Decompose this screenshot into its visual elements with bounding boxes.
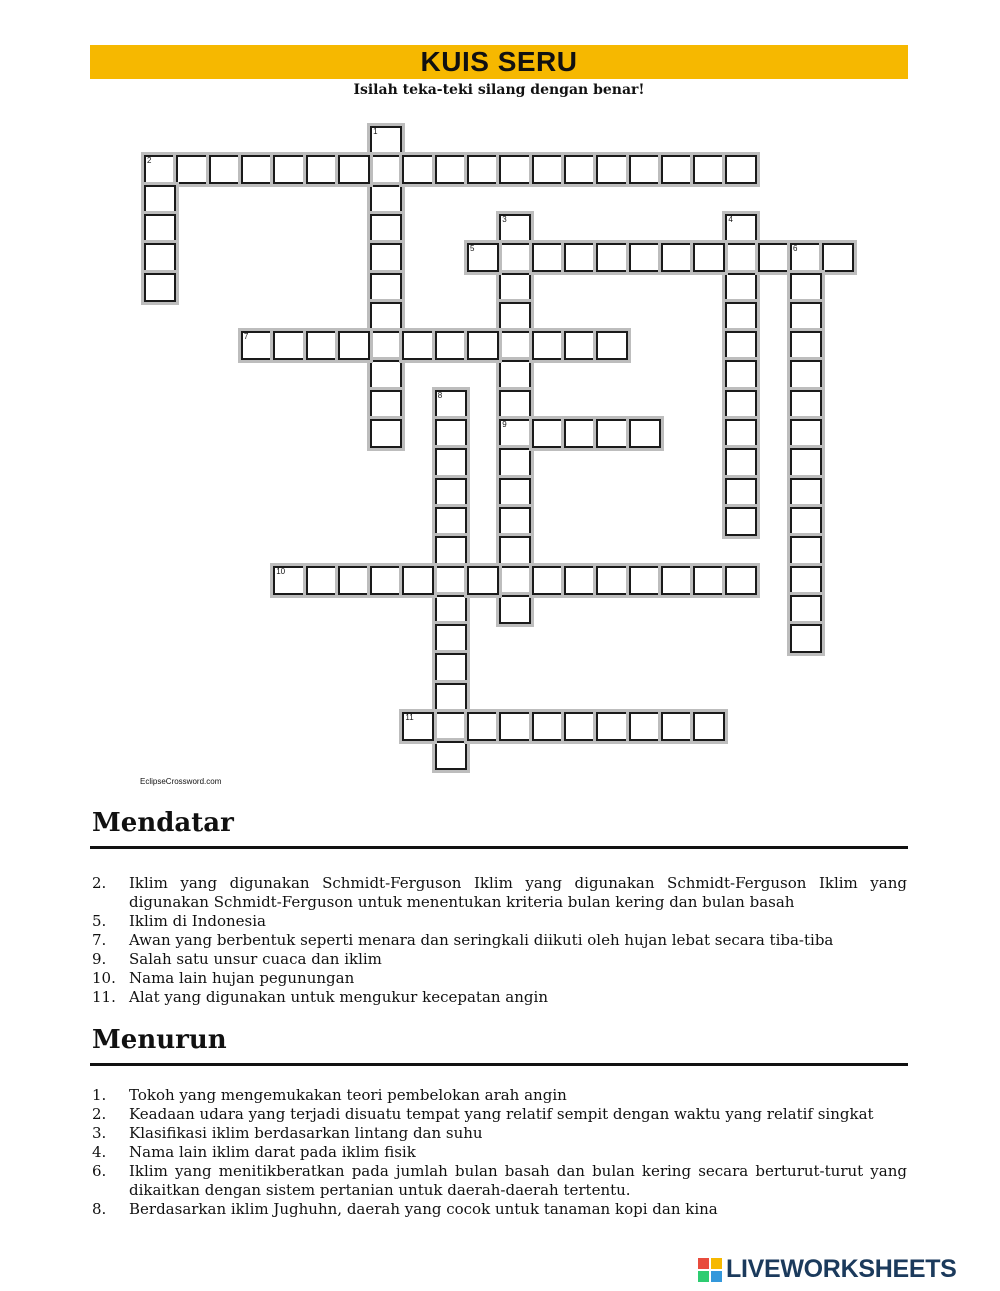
crossword-cell[interactable] <box>338 331 370 360</box>
crossword-cell[interactable] <box>758 243 790 272</box>
crossword-cell[interactable] <box>435 566 467 595</box>
clue-number: 3. <box>92 1124 107 1142</box>
crossword-cell[interactable] <box>532 331 564 360</box>
crossword-cell[interactable] <box>176 155 208 184</box>
crossword-cell[interactable] <box>435 595 467 624</box>
crossword-cell[interactable] <box>370 419 402 448</box>
logo-square-3 <box>698 1271 709 1282</box>
crossword-cell[interactable] <box>435 155 467 184</box>
crossword-cell[interactable] <box>564 243 596 272</box>
crossword-cell[interactable] <box>822 243 854 272</box>
crossword-cell[interactable] <box>499 419 531 448</box>
crossword-cell[interactable] <box>435 448 467 477</box>
clue-item <box>92 1124 907 1143</box>
crossword-cell[interactable] <box>596 331 628 360</box>
crossword-cell[interactable] <box>499 712 531 741</box>
crossword-cell[interactable] <box>435 331 467 360</box>
crossword-cell[interactable] <box>499 390 531 419</box>
clue-text: Klasifikasi iklim berdasarkan lintang dan suhu <box>129 1124 483 1142</box>
menurun-clue-list <box>92 1086 907 1219</box>
crossword-cell[interactable] <box>144 185 176 214</box>
crossword-cell[interactable] <box>435 536 467 565</box>
crossword-cell[interactable] <box>790 624 822 653</box>
crossword-cell[interactable] <box>370 390 402 419</box>
crossword-cell[interactable] <box>790 419 822 448</box>
crossword-cell[interactable] <box>532 155 564 184</box>
crossword-cell[interactable] <box>596 712 628 741</box>
crossword-cell[interactable] <box>338 155 370 184</box>
crossword-cell[interactable] <box>273 331 305 360</box>
crossword-cell[interactable] <box>499 595 531 624</box>
crossword-cell[interactable] <box>435 683 467 712</box>
crossword-cell[interactable] <box>564 566 596 595</box>
crossword-cell[interactable] <box>790 390 822 419</box>
crossword-cell[interactable] <box>790 507 822 536</box>
logo-square-1 <box>698 1258 709 1269</box>
crossword-cell[interactable] <box>435 741 467 770</box>
crossword-cell[interactable] <box>144 155 176 184</box>
crossword-cell[interactable] <box>499 566 531 595</box>
crossword-cell[interactable] <box>499 214 531 243</box>
crossword-cell[interactable] <box>467 566 499 595</box>
clue-text: Nama lain hujan pegunungan <box>129 969 355 987</box>
clue-number-label: 8 <box>437 390 443 400</box>
clue-text: Awan yang berbentuk seperti menara dan seringkali diikuti oleh hujan lebat secara tiba-tiba <box>129 931 834 949</box>
crossword-cell[interactable] <box>370 155 402 184</box>
crossword-cell[interactable] <box>144 273 176 302</box>
mendatar-clue-list <box>92 874 907 1007</box>
crossword-cell[interactable] <box>790 448 822 477</box>
crossword-cell[interactable] <box>499 273 531 302</box>
crossword-cell[interactable] <box>499 331 531 360</box>
clue-text: Iklim yang digunakan Schmidt-Ferguson Iklim yang digunakan Schmidt-Ferguson Iklim yang digunakan Schmidt-Ferguson untuk menentukan kriteria bulan kering dan bulan basah <box>129 874 907 911</box>
clue-number-label: 4 <box>728 214 733 224</box>
crossword-cell[interactable] <box>435 478 467 507</box>
crossword-cell[interactable] <box>532 243 564 272</box>
crossword-cell[interactable] <box>306 155 338 184</box>
liveworksheets-logo-text: LIVEWORKSHEETS <box>726 1255 957 1283</box>
mendatar-divider <box>90 846 908 849</box>
crossword-cell[interactable] <box>693 155 725 184</box>
clue-number: 6. <box>92 1162 107 1180</box>
clue-item <box>92 950 907 969</box>
crossword-cell[interactable] <box>144 214 176 243</box>
crossword-cell[interactable] <box>499 478 531 507</box>
crossword-cell[interactable] <box>725 273 757 302</box>
clue-item <box>92 1162 907 1200</box>
clue-text: Keadaan udara yang terjadi disuatu tempat yang relatif sempit dengan waktu yang relatif singkat <box>129 1105 874 1123</box>
crossword-cell[interactable] <box>370 302 402 331</box>
crossword-cell[interactable] <box>273 155 305 184</box>
crossword-cell[interactable] <box>629 566 661 595</box>
crossword-cell[interactable] <box>402 331 434 360</box>
clue-item <box>92 912 907 931</box>
crossword-cell[interactable] <box>790 536 822 565</box>
crossword-cell[interactable] <box>564 331 596 360</box>
clue-number-label: 5 <box>470 244 475 254</box>
crossword-cell[interactable] <box>402 566 434 595</box>
clue-number: 2. <box>92 1105 107 1123</box>
clue-number: 2. <box>92 874 107 892</box>
crossword-cell[interactable] <box>209 155 241 184</box>
clue-item <box>92 1200 907 1219</box>
clue-text: Nama lain iklim darat pada iklim fisik <box>129 1143 416 1161</box>
crossword-cell[interactable] <box>499 448 531 477</box>
crossword-cell[interactable] <box>499 536 531 565</box>
crossword-cell[interactable] <box>725 243 757 272</box>
crossword-cell[interactable] <box>725 566 757 595</box>
clue-number: 10. <box>92 969 116 987</box>
crossword-cell[interactable] <box>725 302 757 331</box>
crossword-cell[interactable] <box>435 624 467 653</box>
page-subtitle: Isilah teka-teki silang dengan benar! <box>353 82 645 98</box>
clue-text: Salah satu unsur cuaca dan iklim <box>129 950 382 968</box>
liveworksheets-logo <box>698 1255 957 1284</box>
crossword-cell[interactable] <box>499 360 531 389</box>
crossword-cell[interactable] <box>693 566 725 595</box>
crossword-cell[interactable] <box>564 155 596 184</box>
crossword-cell[interactable] <box>338 566 370 595</box>
crossword-cell[interactable] <box>370 360 402 389</box>
crossword-cell[interactable] <box>499 302 531 331</box>
clue-item <box>92 931 907 950</box>
crossword-cell[interactable] <box>370 214 402 243</box>
mendatar-heading: Mendatar <box>92 808 234 838</box>
crossword-cell[interactable] <box>790 566 822 595</box>
logo-square-4 <box>711 1271 722 1282</box>
crossword-cell[interactable] <box>790 360 822 389</box>
clue-number: 9. <box>92 950 107 968</box>
crossword-cell[interactable] <box>725 507 757 536</box>
crossword-cell[interactable] <box>467 331 499 360</box>
liveworksheets-icon <box>698 1258 722 1282</box>
clue-item <box>92 874 907 912</box>
crossword-cell[interactable] <box>725 448 757 477</box>
crossword-cell[interactable] <box>467 155 499 184</box>
crossword-cell[interactable] <box>435 653 467 682</box>
clue-item <box>92 1143 907 1162</box>
crossword-cell[interactable] <box>306 566 338 595</box>
crossword-cell[interactable] <box>435 419 467 448</box>
crossword-cell[interactable] <box>273 566 305 595</box>
clue-number: 4. <box>92 1143 107 1161</box>
clue-item <box>92 1086 907 1105</box>
crossword-cell[interactable] <box>596 566 628 595</box>
clue-number-label: 9 <box>502 420 507 429</box>
crossword-cell[interactable] <box>596 243 628 272</box>
crossword-cell[interactable] <box>499 507 531 536</box>
clue-text: Iklim yang menitikberatkan pada jumlah bulan basah dan bulan kering secara berturut-turut yang dikaitkan dengan sistem pertanian untuk daerah-daerah tertentu. <box>129 1162 907 1199</box>
clue-number-label: 7 <box>243 332 249 342</box>
crossword-cell[interactable] <box>725 360 757 389</box>
clue-item <box>92 988 907 1007</box>
crossword-credit: EclipseCrossword.com <box>140 777 222 786</box>
clue-item <box>92 1105 907 1124</box>
page-title: KUIS SERU <box>420 46 578 77</box>
crossword-cell[interactable] <box>370 566 402 595</box>
crossword-cell[interactable] <box>629 419 661 448</box>
crossword-cell[interactable] <box>629 243 661 272</box>
crossword-cell[interactable] <box>499 243 531 272</box>
crossword-cell[interactable] <box>661 243 693 272</box>
crossword-cell[interactable] <box>499 155 531 184</box>
crossword-cell[interactable] <box>532 566 564 595</box>
menurun-heading: Menurun <box>92 1025 227 1055</box>
crossword-cell[interactable] <box>144 243 176 272</box>
crossword-cell[interactable] <box>467 712 499 741</box>
crossword-cell[interactable] <box>790 302 822 331</box>
crossword-cell[interactable] <box>790 273 822 302</box>
crossword-cell[interactable] <box>661 155 693 184</box>
crossword-cell[interactable] <box>596 155 628 184</box>
crossword-cell[interactable] <box>725 155 757 184</box>
clue-text: Berdasarkan iklim Jughuhn, daerah yang cocok untuk tanaman kopi dan kina <box>129 1200 718 1218</box>
crossword-cell[interactable] <box>370 243 402 272</box>
menurun-divider <box>90 1063 908 1066</box>
crossword-cell[interactable] <box>693 243 725 272</box>
crossword-cell[interactable] <box>790 478 822 507</box>
logo-square-2 <box>711 1258 722 1269</box>
crossword-cell[interactable] <box>370 185 402 214</box>
clue-number-label: 10 <box>276 566 286 576</box>
crossword-cell[interactable] <box>790 243 822 272</box>
crossword-cell[interactable] <box>241 155 273 184</box>
crossword-cell[interactable] <box>629 155 661 184</box>
crossword-cell[interactable] <box>725 390 757 419</box>
clue-number-label: 3 <box>502 214 507 224</box>
clue-number-label: 6 <box>793 244 798 254</box>
crossword-cell[interactable] <box>402 712 434 741</box>
crossword-cell[interactable] <box>532 419 564 448</box>
crossword-cell[interactable] <box>435 507 467 536</box>
crossword-cell[interactable] <box>532 712 564 741</box>
crossword-cell[interactable] <box>629 712 661 741</box>
clue-number: 11. <box>92 988 116 1006</box>
crossword-cell[interactable] <box>661 566 693 595</box>
crossword-cell[interactable] <box>790 331 822 360</box>
crossword-cell[interactable] <box>241 331 273 360</box>
crossword-cell[interactable] <box>725 478 757 507</box>
crossword-cell[interactable] <box>725 419 757 448</box>
crossword-cell[interactable] <box>435 390 467 419</box>
clue-number: 5. <box>92 912 107 930</box>
crossword-cell[interactable] <box>370 331 402 360</box>
clue-number: 1. <box>92 1086 107 1104</box>
crossword-cell[interactable] <box>435 712 467 741</box>
crossword-cell[interactable] <box>564 712 596 741</box>
crossword-cell[interactable] <box>725 214 757 243</box>
clue-number: 7. <box>92 931 107 949</box>
clue-number: 8. <box>92 1200 107 1218</box>
clue-number-label: 2 <box>147 156 152 166</box>
crossword-cell[interactable] <box>596 419 628 448</box>
clue-number-label: 1 <box>373 127 378 136</box>
clue-text: Iklim di Indonesia <box>129 912 266 930</box>
crossword-cell[interactable] <box>306 331 338 360</box>
clue-number-label: 11 <box>405 713 414 722</box>
crossword-cell[interactable] <box>564 419 596 448</box>
clue-text: Tokoh yang mengemukakan teori pembelokan arah angin <box>129 1086 567 1104</box>
crossword-cell[interactable] <box>467 243 499 272</box>
crossword-cell[interactable] <box>661 712 693 741</box>
crossword-cell[interactable] <box>402 155 434 184</box>
crossword-cell[interactable] <box>790 595 822 624</box>
crossword-cell[interactable] <box>725 331 757 360</box>
clue-text: Alat yang digunakan untuk mengukur kecepatan angin <box>129 988 548 1006</box>
crossword-cell[interactable] <box>370 126 402 155</box>
clue-item <box>92 969 907 988</box>
crossword-cell[interactable] <box>693 712 725 741</box>
crossword-cell[interactable] <box>370 273 402 302</box>
